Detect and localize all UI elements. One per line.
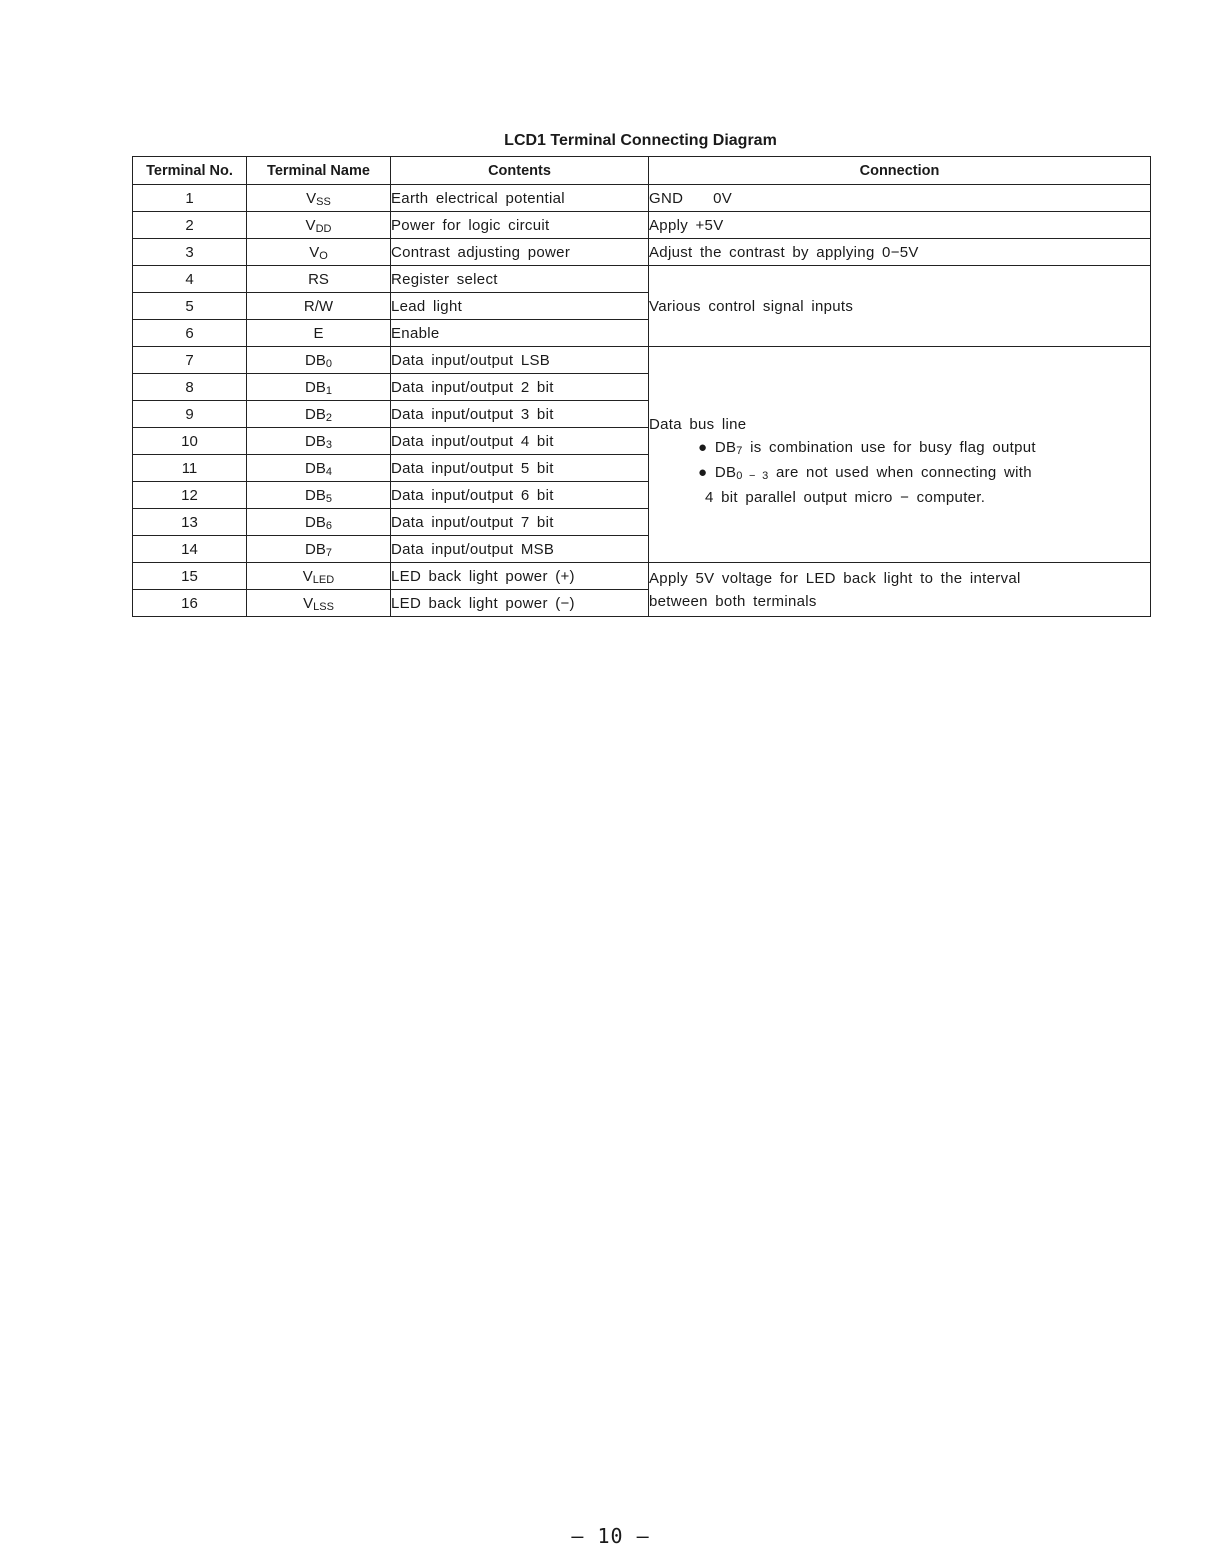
header-connection: Connection [649, 157, 1151, 185]
table-row [133, 266, 1151, 293]
table-row [133, 563, 1151, 590]
terminal-no: 9 [133, 401, 247, 428]
terminal-no: 4 [133, 266, 247, 293]
bus-note-unused: ● $DB_{0 - 3}$ are not used when connecting with [698, 464, 1032, 482]
terminal-name: $DB_0$ [247, 347, 391, 374]
terminal-no: 2 [133, 212, 247, 239]
connection-vo: Adjust the contrast by applying 0−5V [649, 239, 1151, 266]
terminal-contents: Data input/output 5 bit [391, 455, 649, 482]
terminal-no: 1 [133, 185, 247, 212]
terminal-contents: Lead light [391, 293, 649, 320]
terminal-no: 7 [133, 347, 247, 374]
table-row [133, 185, 1151, 212]
terminal-name: $V_{LSS}$ [247, 590, 391, 617]
bus-note-4bit: 4 bit parallel output micro − computer. [705, 489, 986, 506]
terminal-no: 13 [133, 509, 247, 536]
terminal-contents: Register select [391, 266, 649, 293]
terminal-contents: Data input/output 7 bit [391, 509, 649, 536]
terminal-contents: Enable [391, 320, 649, 347]
led-line-1: Apply 5V voltage for LED back light to the interval [649, 569, 1021, 587]
terminal-no: 5 [133, 293, 247, 320]
table-row [133, 212, 1151, 239]
terminal-name: $DB_2$ [247, 401, 391, 428]
terminal-name: $DB_3$ [247, 428, 391, 455]
terminal-name: $DB_7$ [247, 536, 391, 563]
page-number: — 10 — [571, 1524, 650, 1548]
terminal-no: 3 [133, 239, 247, 266]
terminal-contents: Data input/output 6 bit [391, 482, 649, 509]
terminal-contents: Data input/output LSB [391, 347, 649, 374]
bus-title: Data bus line [649, 416, 747, 433]
terminal-no: 8 [133, 374, 247, 401]
terminal-table [132, 156, 1151, 617]
terminal-name: $DB_6$ [247, 509, 391, 536]
terminal-name: $V_O$ [247, 239, 391, 266]
terminal-name: $V_{SS}$ [247, 185, 391, 212]
terminal-name: R/W [247, 293, 391, 320]
terminal-contents: Data input/output MSB [391, 536, 649, 563]
terminal-no: 15 [133, 563, 247, 590]
terminal-name: RS [247, 266, 391, 293]
connection-vdd: Apply +5V [649, 212, 1151, 239]
table-row [133, 239, 1151, 266]
terminal-name: $DB_4$ [247, 455, 391, 482]
terminal-contents: LED back light power (−) [391, 590, 649, 617]
header-contents: Contents [391, 157, 649, 185]
header-terminal-no: Terminal No. [133, 157, 247, 185]
terminal-name: E [247, 320, 391, 347]
terminal-contents: Contrast adjusting power [391, 239, 649, 266]
terminal-contents: Power for logic circuit [391, 212, 649, 239]
led-line-2: between both terminals [649, 592, 817, 610]
terminal-no: 11 [133, 455, 247, 482]
connection-data-bus [649, 347, 1151, 563]
connection-led [649, 563, 1151, 617]
terminal-no: 14 [133, 536, 247, 563]
terminal-no: 10 [133, 428, 247, 455]
terminal-contents: LED back light power (+) [391, 563, 649, 590]
terminal-contents: Data input/output 4 bit [391, 428, 649, 455]
connection-gnd: GND 0V [649, 185, 1151, 212]
terminal-name: $V_{LED}$ [247, 563, 391, 590]
table-row [133, 347, 1151, 374]
terminal-no: 16 [133, 590, 247, 617]
table-title: LCD1 Terminal Connecting Diagram [504, 132, 777, 149]
terminal-contents: Earth electrical potential [391, 185, 649, 212]
table-header-row [133, 157, 1151, 185]
header-terminal-name: Terminal Name [247, 157, 391, 185]
connection-control: Various control signal inputs [649, 266, 1151, 347]
terminal-name: $V_{DD}$ [247, 212, 391, 239]
bus-note-busy-flag: ● $DB_7$ is combination use for busy flag output [698, 439, 1036, 457]
terminal-contents: Data input/output 3 bit [391, 401, 649, 428]
terminal-name: $DB_5$ [247, 482, 391, 509]
terminal-contents: Data input/output 2 bit [391, 374, 649, 401]
terminal-name: $DB_1$ [247, 374, 391, 401]
terminal-no: 12 [133, 482, 247, 509]
terminal-no: 6 [133, 320, 247, 347]
